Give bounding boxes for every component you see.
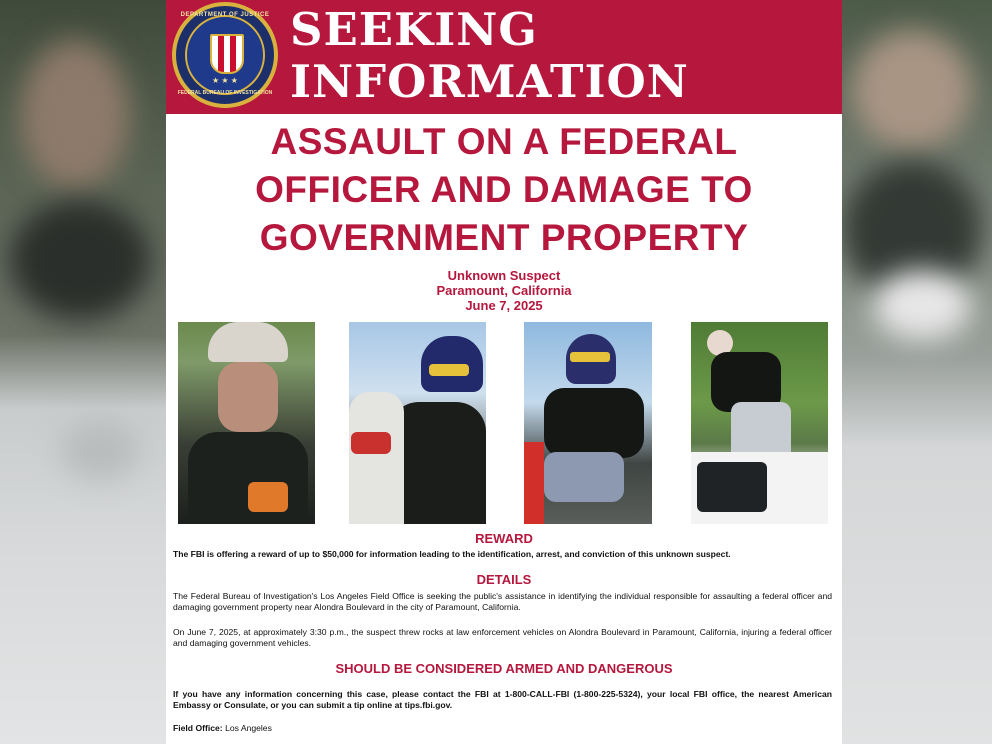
fbi-seal-icon bbox=[172, 2, 278, 108]
banner-title bbox=[290, 4, 830, 108]
seal-bottom-text: FEDERAL BUREAU OF INVESTIGATION bbox=[177, 90, 273, 96]
reward-text: The FBI is offering a reward of up to $50,000 for information leading to the identification, arrest, and conviction of this unknown suspect. bbox=[173, 549, 731, 559]
banner-title-line2: INFORMATION bbox=[290, 55, 689, 108]
details-heading: DETAILS bbox=[476, 572, 532, 587]
headline-line3: GOVERNMENT PROPERTY bbox=[259, 217, 749, 258]
details-paragraph-1: The Federal Bureau of Investigation's Los Angeles Field Office is seeking the public's assistance in identifying the individual responsible for assaulting a federal officer and damaging government property near Alondra Boulevard in the city of Paramount, California. bbox=[173, 591, 832, 612]
header-banner bbox=[166, 0, 842, 114]
fbi-poster bbox=[166, 0, 842, 744]
headline-line2: OFFICER AND DAMAGE TO bbox=[255, 169, 753, 210]
banner-title-line1: SEEKING bbox=[290, 3, 538, 56]
reward-heading: REWARD bbox=[475, 531, 533, 546]
suspect-photo-1 bbox=[178, 322, 315, 524]
contact-text: If you have any information concerning this case, please contact the FBI at 1-800-CALL-FBI (1-800-225-5324), your local FBI office, the nearest American Embassy or Consulate, or you can submit a tip online at tips.fbi.gov. bbox=[173, 689, 832, 710]
headline bbox=[166, 118, 842, 262]
subject-info bbox=[166, 268, 842, 313]
headline-line1: ASSAULT ON A FEDERAL bbox=[270, 121, 738, 162]
seal-top-text: DEPARTMENT OF JUSTICE bbox=[180, 12, 270, 18]
subject-date: June 7, 2025 bbox=[465, 298, 543, 313]
suspect-photo-2 bbox=[349, 322, 486, 524]
blurred-background-right bbox=[842, 0, 992, 744]
field-office bbox=[173, 723, 832, 734]
seal-shield-icon bbox=[210, 34, 244, 74]
warning-heading: SHOULD BE CONSIDERED ARMED AND DANGEROUS bbox=[335, 661, 673, 676]
field-office-value: Los Angeles bbox=[225, 723, 272, 733]
details-paragraph-2: On June 7, 2025, at approximately 3:30 p.m., the suspect threw rocks at law enforcement vehicles on Alondra Boulevard in Paramount, California, injuring a federal officer and damaging government vehicles. bbox=[173, 627, 832, 648]
suspect-photo-4 bbox=[691, 322, 828, 524]
subject-location: Paramount, California bbox=[436, 283, 572, 298]
blurred-background-left bbox=[0, 0, 166, 744]
seal-stars-icon: ★ ★ ★ bbox=[212, 76, 238, 85]
suspect-photo-3 bbox=[524, 322, 652, 524]
subject-name: Unknown Suspect bbox=[447, 268, 561, 283]
field-office-label: Field Office: bbox=[173, 723, 223, 733]
